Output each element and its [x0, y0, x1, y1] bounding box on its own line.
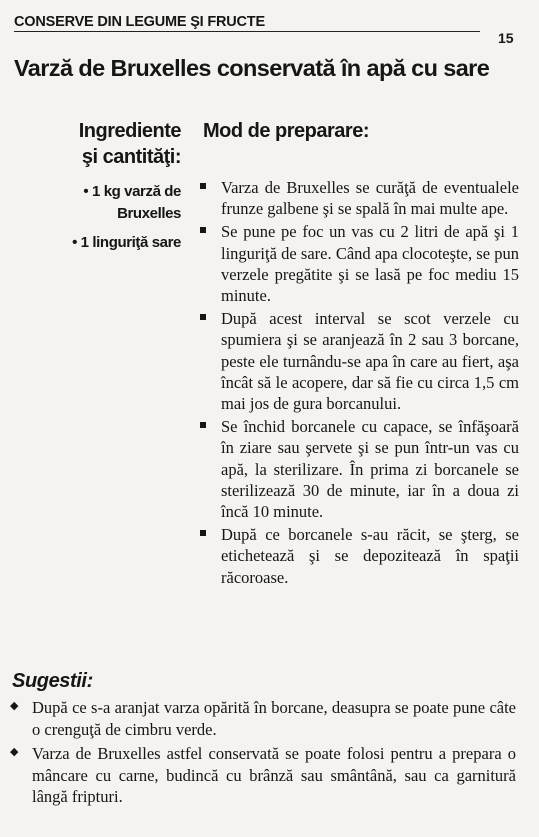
step-item	[197, 524, 519, 588]
diamond-bullet-icon: ◆	[10, 700, 19, 712]
square-bullet-icon	[200, 422, 206, 428]
step-text: Se închid borcanele cu capace, se înfăşoară în ziare sau şervete şi se pun într-un vas cu apă, la sterilizare. În prima zi borcanele se sterilizează 30 de minute, iar în a doua zi încă 10 minute.	[221, 417, 519, 522]
ingredient-item: • 1 kg varză de Bruxelles	[83, 183, 181, 222]
running-head: CONSERVE DIN LEGUME ŞI FRUCTE	[14, 14, 480, 32]
preparation-steps	[197, 177, 519, 590]
square-bullet-icon	[200, 183, 206, 189]
ingredients-heading	[40, 118, 181, 170]
step-text: După ce borcanele s-au răcit, se şterg, se etichetează şi se depozitează în spaţii răcoroase.	[221, 525, 519, 587]
step-item	[197, 308, 519, 414]
ingredients-list	[40, 181, 181, 261]
square-bullet-icon	[200, 227, 206, 233]
step-item	[197, 416, 519, 522]
recipe-title: Varză de Bruxelles conservată în apă cu sare	[14, 55, 490, 81]
suggestion-text: Varza de Bruxelles astfel conservată se poate folosi pentru a prepara o mâncare cu carne, budincă cu brânză sau smântână, sau ca garnitură lângă fripturi.	[32, 744, 516, 806]
square-bullet-icon	[200, 314, 206, 320]
ingredients-heading-line1: Ingrediente	[78, 120, 181, 142]
step-text: Varza de Bruxelles se curăţă de eventualele frunze galbene şi se spală în mai multe ape.	[221, 178, 519, 219]
preparation-heading: Mod de preparare:	[203, 120, 369, 142]
step-text: După acest interval se scot verzele cu spumiera şi se aranjează în 2 sau 3 borcane, peste ele turnându-se apa în care au fiert, aşa încât să le acopere, dar să fie cu circa 1,5 cm mai jos de gura borcanului.	[221, 309, 519, 414]
ingredients-heading-line2: şi cantităţi:	[81, 146, 181, 168]
diamond-bullet-icon: ◆	[10, 746, 19, 758]
page-number: 15	[498, 30, 514, 46]
ingredient-item: • 1 linguriţă sare	[72, 234, 181, 251]
square-bullet-icon	[200, 530, 206, 536]
step-text: Se pune pe foc un vas cu 2 litri de apă şi 1 linguriţă de sare. Când apa clocoteşte, se pun verzele pregătite şi se lasă pe foc mediu 15 minute.	[221, 222, 519, 306]
step-item	[197, 221, 519, 306]
suggestions-heading: Sugestii:	[12, 670, 93, 692]
suggestion-item	[8, 743, 516, 808]
suggestions-list	[8, 697, 516, 811]
step-item	[197, 177, 519, 219]
suggestion-text: După ce s-a aranjat varza opărită în borcane, deasupra se poate pune câte o crenguţă de cimbru verde.	[32, 698, 516, 739]
suggestion-item	[8, 697, 516, 740]
